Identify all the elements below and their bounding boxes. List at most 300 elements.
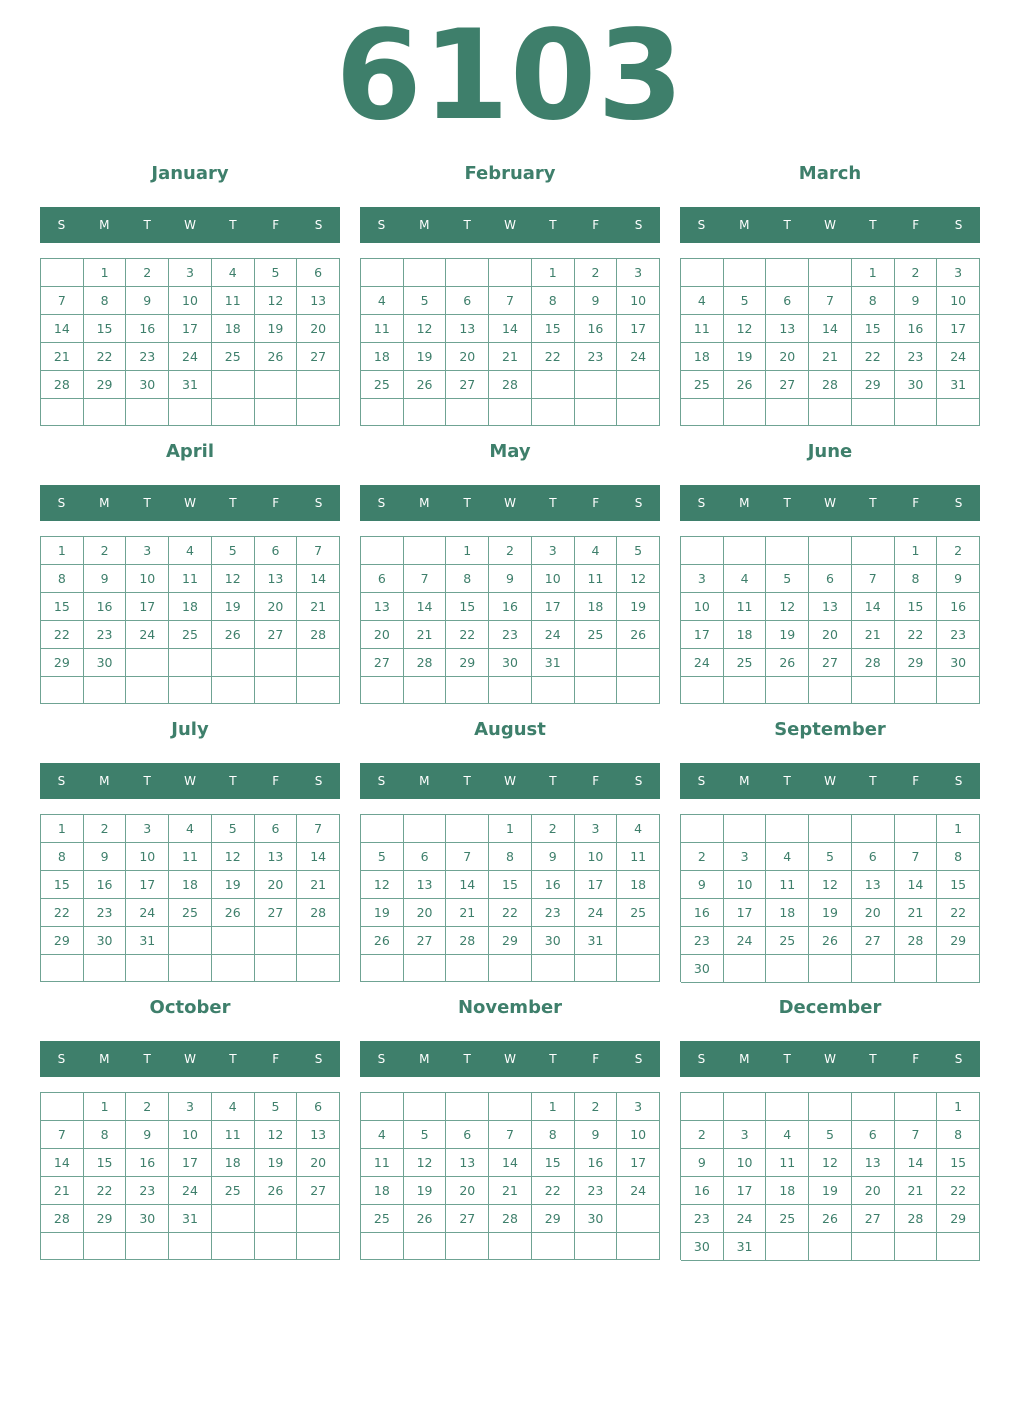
- day-cell: 5: [255, 1093, 298, 1121]
- day-cell: 19: [809, 1177, 852, 1205]
- weekday-header: [680, 207, 980, 243]
- day-cell: 7: [297, 815, 340, 843]
- day-cell: 8: [84, 1121, 127, 1149]
- weekday-label: M: [739, 218, 750, 232]
- day-cell: 13: [446, 1149, 489, 1177]
- day-cell: 18: [681, 343, 724, 371]
- day-cell: 27: [404, 927, 447, 955]
- day-cell: [297, 649, 340, 677]
- day-cell: 29: [446, 649, 489, 677]
- day-cell: [446, 955, 489, 982]
- day-cell: 6: [361, 565, 404, 593]
- day-cell: 17: [169, 1149, 212, 1177]
- day-cell: 29: [84, 1205, 127, 1233]
- day-cell: 7: [809, 287, 852, 315]
- day-cell: [126, 677, 169, 704]
- day-cell: 24: [126, 621, 169, 649]
- day-cell: 1: [446, 537, 489, 565]
- day-cell: 3: [169, 259, 212, 287]
- day-cell: 9: [126, 287, 169, 315]
- day-cell: 1: [41, 537, 84, 565]
- day-cell: [404, 259, 447, 287]
- day-cell: [169, 677, 212, 704]
- day-cell: 16: [575, 315, 618, 343]
- day-cell: 27: [766, 371, 809, 399]
- day-cell: 1: [41, 815, 84, 843]
- day-cell: [41, 1093, 84, 1121]
- day-cell: [169, 955, 212, 982]
- weekday-label: M: [419, 496, 430, 510]
- month-title: February: [464, 163, 556, 184]
- weekday-label: S: [57, 218, 66, 232]
- day-cell: 29: [41, 927, 84, 955]
- day-cell: 11: [361, 315, 404, 343]
- day-cell: 25: [681, 371, 724, 399]
- day-cell: 9: [84, 565, 127, 593]
- weekday-label: W: [184, 218, 196, 232]
- day-cell: 1: [937, 1093, 980, 1121]
- day-cell: 7: [41, 287, 84, 315]
- day-cell: 16: [126, 315, 169, 343]
- day-cell: 3: [724, 843, 767, 871]
- day-cell: 22: [937, 1177, 980, 1205]
- day-cell: 26: [809, 1205, 852, 1233]
- day-cell: 30: [681, 955, 724, 983]
- day-cell: 6: [255, 537, 298, 565]
- day-cell: 21: [297, 593, 340, 621]
- weekday-label: S: [697, 218, 706, 232]
- weekday-label: M: [739, 774, 750, 788]
- day-cell: 27: [852, 1205, 895, 1233]
- day-cell: 7: [489, 1121, 532, 1149]
- day-cell: 19: [212, 593, 255, 621]
- day-cell: [255, 649, 298, 677]
- day-cell: 11: [169, 843, 212, 871]
- day-grid: [360, 814, 660, 982]
- day-cell: [724, 815, 767, 843]
- day-cell: 13: [297, 287, 340, 315]
- day-cell: 15: [852, 315, 895, 343]
- day-grid: [40, 536, 340, 704]
- day-cell: 17: [126, 593, 169, 621]
- day-cell: 26: [255, 343, 298, 371]
- day-cell: 25: [361, 1205, 404, 1233]
- day-cell: [895, 1093, 938, 1121]
- day-cell: 26: [766, 649, 809, 677]
- day-cell: 6: [852, 843, 895, 871]
- day-cell: 20: [255, 593, 298, 621]
- day-cell: 2: [575, 259, 618, 287]
- day-cell: [724, 259, 767, 287]
- day-cell: 9: [937, 565, 980, 593]
- weekday-label: S: [634, 496, 643, 510]
- day-cell: [84, 955, 127, 982]
- day-cell: [446, 1093, 489, 1121]
- day-cell: [404, 537, 447, 565]
- weekday-label: S: [57, 496, 66, 510]
- day-cell: [404, 815, 447, 843]
- day-cell: 11: [169, 565, 212, 593]
- day-cell: 8: [895, 565, 938, 593]
- weekday-label: F: [912, 496, 920, 510]
- weekday-label: F: [272, 218, 280, 232]
- day-cell: 6: [404, 843, 447, 871]
- weekday-label: T: [463, 1052, 471, 1066]
- day-cell: 16: [532, 871, 575, 899]
- day-cell: 4: [169, 815, 212, 843]
- day-cell: [766, 1093, 809, 1121]
- day-cell: [766, 955, 809, 983]
- weekday-label: S: [697, 1052, 706, 1066]
- day-cell: 18: [361, 1177, 404, 1205]
- day-cell: [852, 955, 895, 983]
- day-cell: 25: [766, 927, 809, 955]
- weekday-label: S: [57, 774, 66, 788]
- weekday-label: T: [463, 496, 471, 510]
- day-grid: [40, 1092, 340, 1260]
- day-cell: [489, 1093, 532, 1121]
- day-cell: 13: [766, 315, 809, 343]
- day-cell: 2: [575, 1093, 618, 1121]
- day-cell: 10: [724, 871, 767, 899]
- day-cell: [404, 955, 447, 982]
- day-cell: 10: [126, 565, 169, 593]
- weekday-label: T: [229, 218, 237, 232]
- day-cell: 23: [575, 1177, 618, 1205]
- day-cell: 5: [404, 1121, 447, 1149]
- day-cell: [617, 1233, 660, 1260]
- day-cell: 24: [617, 1177, 660, 1205]
- day-grid: [680, 1092, 980, 1260]
- day-cell: [532, 955, 575, 982]
- day-cell: 19: [617, 593, 660, 621]
- day-cell: [575, 371, 618, 399]
- day-cell: 31: [937, 371, 980, 399]
- weekday-label: M: [99, 1052, 110, 1066]
- day-cell: 15: [84, 1149, 127, 1177]
- month-title: December: [778, 997, 882, 1018]
- weekday-label: S: [377, 218, 386, 232]
- day-cell: [169, 649, 212, 677]
- day-cell: [895, 399, 938, 426]
- weekday-label: W: [824, 496, 836, 510]
- day-cell: 25: [212, 1177, 255, 1205]
- day-cell: [532, 1233, 575, 1260]
- day-cell: [404, 677, 447, 704]
- day-cell: 15: [937, 871, 980, 899]
- weekday-label: F: [592, 774, 600, 788]
- day-cell: 21: [446, 899, 489, 927]
- weekday-label: T: [549, 1052, 557, 1066]
- weekday-label: F: [272, 1052, 280, 1066]
- day-cell: [404, 399, 447, 426]
- weekday-label: S: [314, 496, 323, 510]
- day-cell: 16: [84, 593, 127, 621]
- day-cell: 18: [361, 343, 404, 371]
- day-cell: [809, 815, 852, 843]
- weekday-label: W: [504, 1052, 516, 1066]
- day-cell: 13: [446, 315, 489, 343]
- day-cell: [361, 259, 404, 287]
- day-cell: 15: [84, 315, 127, 343]
- day-cell: [852, 1093, 895, 1121]
- day-cell: [404, 1093, 447, 1121]
- day-cell: [489, 677, 532, 704]
- day-cell: 18: [169, 593, 212, 621]
- weekday-label: T: [229, 496, 237, 510]
- day-cell: 22: [84, 343, 127, 371]
- day-cell: 2: [126, 1093, 169, 1121]
- day-cell: [809, 1233, 852, 1261]
- month-title: May: [489, 441, 531, 462]
- day-grid: [40, 814, 340, 982]
- weekday-label: W: [824, 1052, 836, 1066]
- day-cell: [532, 399, 575, 426]
- day-grid: [40, 258, 340, 426]
- day-cell: 17: [724, 899, 767, 927]
- day-cell: 21: [852, 621, 895, 649]
- weekday-label: F: [592, 1052, 600, 1066]
- weekday-label: W: [504, 496, 516, 510]
- weekday-label: M: [419, 218, 430, 232]
- day-cell: 24: [575, 899, 618, 927]
- day-grid: [360, 1092, 660, 1260]
- day-cell: [41, 259, 84, 287]
- day-cell: 1: [84, 1093, 127, 1121]
- day-cell: [297, 1205, 340, 1233]
- day-cell: [446, 1233, 489, 1260]
- day-cell: 13: [255, 565, 298, 593]
- day-cell: 28: [809, 371, 852, 399]
- day-cell: 13: [361, 593, 404, 621]
- weekday-label: S: [954, 496, 963, 510]
- day-cell: [361, 1233, 404, 1260]
- day-cell: 6: [297, 1093, 340, 1121]
- weekday-label: W: [824, 774, 836, 788]
- day-cell: 10: [617, 1121, 660, 1149]
- weekday-label: T: [143, 774, 151, 788]
- day-cell: [489, 399, 532, 426]
- weekday-label: T: [783, 774, 791, 788]
- weekday-label: T: [869, 496, 877, 510]
- day-cell: 15: [532, 1149, 575, 1177]
- day-cell: 15: [895, 593, 938, 621]
- day-cell: 18: [766, 899, 809, 927]
- weekday-label: S: [634, 1052, 643, 1066]
- day-cell: [489, 955, 532, 982]
- day-cell: 7: [852, 565, 895, 593]
- day-cell: 24: [169, 1177, 212, 1205]
- day-cell: 9: [532, 843, 575, 871]
- day-cell: 27: [361, 649, 404, 677]
- day-cell: 16: [575, 1149, 618, 1177]
- day-cell: [809, 955, 852, 983]
- day-cell: [297, 955, 340, 982]
- day-cell: 15: [41, 593, 84, 621]
- weekday-label: F: [272, 774, 280, 788]
- day-cell: 7: [404, 565, 447, 593]
- day-cell: [41, 677, 84, 704]
- day-cell: 31: [532, 649, 575, 677]
- day-cell: [41, 955, 84, 982]
- day-cell: 28: [297, 899, 340, 927]
- day-cell: 17: [681, 621, 724, 649]
- day-cell: 16: [681, 1177, 724, 1205]
- day-cell: 4: [724, 565, 767, 593]
- weekday-header: [680, 485, 980, 521]
- day-cell: 3: [126, 815, 169, 843]
- day-cell: 13: [255, 843, 298, 871]
- weekday-label: W: [184, 1052, 196, 1066]
- day-cell: 27: [297, 343, 340, 371]
- day-cell: 21: [297, 871, 340, 899]
- day-cell: [766, 259, 809, 287]
- day-cell: 6: [852, 1121, 895, 1149]
- weekday-label: T: [549, 496, 557, 510]
- day-cell: 1: [852, 259, 895, 287]
- day-cell: 7: [297, 537, 340, 565]
- day-cell: [681, 1093, 724, 1121]
- weekday-label: W: [504, 774, 516, 788]
- day-cell: [361, 399, 404, 426]
- weekday-label: S: [634, 774, 643, 788]
- day-cell: 15: [489, 871, 532, 899]
- month-title: June: [807, 441, 853, 462]
- day-cell: 19: [255, 1149, 298, 1177]
- day-cell: 23: [532, 899, 575, 927]
- day-cell: 29: [937, 1205, 980, 1233]
- day-cell: 30: [489, 649, 532, 677]
- day-cell: 30: [126, 1205, 169, 1233]
- day-cell: 31: [169, 371, 212, 399]
- day-cell: 25: [169, 899, 212, 927]
- day-cell: 18: [212, 315, 255, 343]
- day-cell: 26: [255, 1177, 298, 1205]
- day-cell: 22: [41, 621, 84, 649]
- weekday-label: T: [229, 774, 237, 788]
- day-cell: [681, 259, 724, 287]
- weekday-label: F: [592, 496, 600, 510]
- day-cell: [84, 1233, 127, 1260]
- day-cell: 1: [895, 537, 938, 565]
- day-cell: 16: [126, 1149, 169, 1177]
- month-title: October: [149, 997, 231, 1018]
- day-cell: 6: [255, 815, 298, 843]
- day-cell: 17: [617, 315, 660, 343]
- day-grid: [680, 814, 980, 982]
- day-cell: 8: [41, 565, 84, 593]
- day-cell: 11: [681, 315, 724, 343]
- day-cell: 12: [212, 843, 255, 871]
- day-cell: 27: [852, 927, 895, 955]
- day-cell: 9: [681, 871, 724, 899]
- day-cell: 10: [681, 593, 724, 621]
- day-cell: 16: [895, 315, 938, 343]
- day-cell: 5: [724, 287, 767, 315]
- day-cell: 6: [297, 259, 340, 287]
- day-cell: [937, 399, 980, 426]
- day-cell: 12: [404, 315, 447, 343]
- day-cell: 25: [724, 649, 767, 677]
- day-cell: 12: [255, 287, 298, 315]
- day-cell: [617, 677, 660, 704]
- day-cell: 22: [937, 899, 980, 927]
- day-cell: 4: [681, 287, 724, 315]
- day-cell: 19: [809, 899, 852, 927]
- day-cell: 14: [297, 565, 340, 593]
- day-cell: 8: [852, 287, 895, 315]
- day-grid: [680, 536, 980, 704]
- day-cell: 22: [532, 343, 575, 371]
- day-cell: 8: [532, 1121, 575, 1149]
- weekday-label: T: [143, 218, 151, 232]
- day-cell: 8: [489, 843, 532, 871]
- day-cell: 20: [446, 1177, 489, 1205]
- day-cell: [575, 649, 618, 677]
- weekday-label: T: [869, 218, 877, 232]
- day-cell: 20: [361, 621, 404, 649]
- day-cell: [617, 649, 660, 677]
- day-cell: 1: [84, 259, 127, 287]
- day-cell: 20: [766, 343, 809, 371]
- weekday-label: W: [824, 218, 836, 232]
- day-cell: [766, 537, 809, 565]
- weekday-label: S: [634, 218, 643, 232]
- weekday-header: [360, 763, 660, 799]
- weekday-label: S: [314, 774, 323, 788]
- day-cell: 4: [766, 843, 809, 871]
- day-cell: [617, 1205, 660, 1233]
- day-cell: 29: [489, 927, 532, 955]
- day-cell: 28: [297, 621, 340, 649]
- day-cell: [766, 1233, 809, 1261]
- day-cell: [766, 815, 809, 843]
- day-cell: 28: [446, 927, 489, 955]
- day-cell: 5: [212, 815, 255, 843]
- day-cell: 5: [255, 259, 298, 287]
- weekday-label: M: [99, 496, 110, 510]
- weekday-label: M: [419, 774, 430, 788]
- day-cell: 22: [446, 621, 489, 649]
- day-cell: 22: [895, 621, 938, 649]
- day-cell: 10: [937, 287, 980, 315]
- month-title: July: [171, 719, 209, 740]
- day-cell: [212, 955, 255, 982]
- day-cell: 31: [126, 927, 169, 955]
- day-cell: [617, 399, 660, 426]
- day-cell: 20: [404, 899, 447, 927]
- day-cell: [255, 955, 298, 982]
- day-cell: 6: [766, 287, 809, 315]
- day-cell: 30: [937, 649, 980, 677]
- weekday-label: M: [419, 1052, 430, 1066]
- day-cell: [724, 399, 767, 426]
- day-cell: 29: [895, 649, 938, 677]
- day-cell: 28: [895, 927, 938, 955]
- month-title: January: [151, 163, 229, 184]
- day-cell: [852, 815, 895, 843]
- day-cell: 3: [681, 565, 724, 593]
- day-cell: 17: [575, 871, 618, 899]
- day-cell: [361, 537, 404, 565]
- day-cell: 14: [41, 315, 84, 343]
- day-cell: [937, 1233, 980, 1261]
- day-cell: 21: [41, 343, 84, 371]
- weekday-label: T: [549, 218, 557, 232]
- day-cell: 11: [724, 593, 767, 621]
- day-cell: 22: [852, 343, 895, 371]
- day-cell: [575, 399, 618, 426]
